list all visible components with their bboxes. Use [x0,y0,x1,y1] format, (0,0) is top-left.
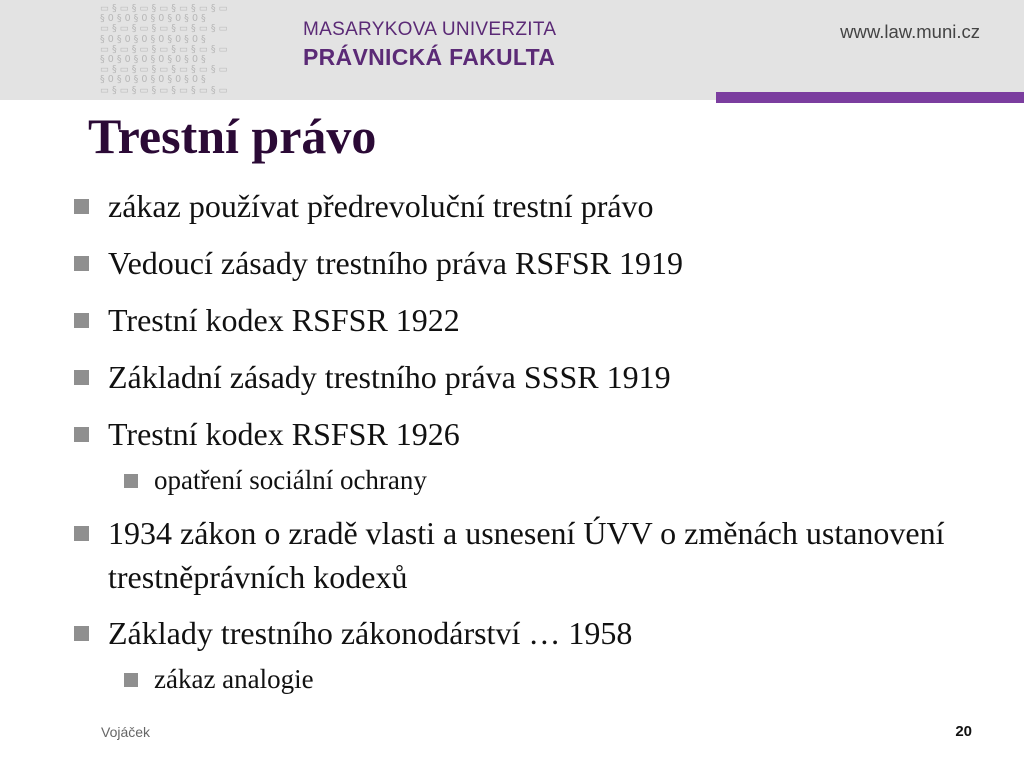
bullet-text: Trestní kodex RSFSR 1922 [108,302,460,338]
square-bullet-icon [124,673,138,687]
bullet-item [72,184,1002,229]
square-bullet-icon [74,370,89,385]
bullet-list [72,184,1002,710]
bullet-text: opatření sociální ochrany [154,465,427,495]
sub-bullet-item [72,660,1002,698]
accent-bar [716,92,1024,103]
bullet-text: zákaz analogie [154,664,314,694]
square-bullet-icon [74,427,89,442]
page-number: 20 [955,723,972,740]
footer-author: Vojáček [101,724,151,740]
bullet-text: Vedoucí zásady trestního práva RSFSR 1919 [108,245,684,281]
square-bullet-icon [74,256,89,271]
bullet-item [72,611,1002,656]
bullet-item [72,511,1002,599]
sub-bullet-item [72,461,1002,499]
university-name: MASARYKOVA UNIVERZITA [303,19,557,40]
square-bullet-icon [74,626,89,641]
section-symbol-pattern-logo: ▭ § ▭ § ▭ § ▭ § ▭ § ▭ § ▭ § 0 § 0 § 0 § 0 § 0 § 0 § ▭ § ▭ § ▭ § ▭ § ▭ § ▭ § ▭ § 0 § 0 § 0 § 0 § 0 § 0 § ▭ § ▭ § ▭ § ▭ § ▭ § ▭ § ▭ § 0 § 0 § 0 § 0 § 0 § 0 § ▭ § ▭ § ▭ § ▭ § ▭ § ▭ § ▭ § 0 § 0 § 0 § 0 § 0 § 0 § ▭ § ▭ § ▭ § ▭ § ▭ § ▭ § ▭ [100,4,228,96]
bullet-text: zákaz používat předrevoluční trestní právo [108,188,654,224]
header-band [0,0,1024,100]
bullet-item [72,412,1002,457]
square-bullet-icon [74,526,89,541]
square-bullet-icon [124,474,138,488]
square-bullet-icon [74,313,89,328]
bullet-text: Základy trestního zákonodárství … 1958 [108,615,633,651]
bullet-item [72,241,1002,286]
faculty-name: PRÁVNICKÁ FAKULTA [303,44,556,70]
bullet-item [72,298,1002,343]
bullet-text: Trestní kodex RSFSR 1926 [108,416,460,452]
website-link[interactable]: www.law.muni.cz [840,21,980,42]
slide-title: Trestní právo [88,108,377,164]
square-bullet-icon [74,199,89,214]
bullet-text: 1934 zákon o zradě vlasti a usnesení ÚVV o změnách ustanovení trestněprávních kodexů [108,515,945,595]
bullet-text: Základní zásady trestního práva SSSR 1919 [108,359,671,395]
bullet-item [72,355,1002,400]
